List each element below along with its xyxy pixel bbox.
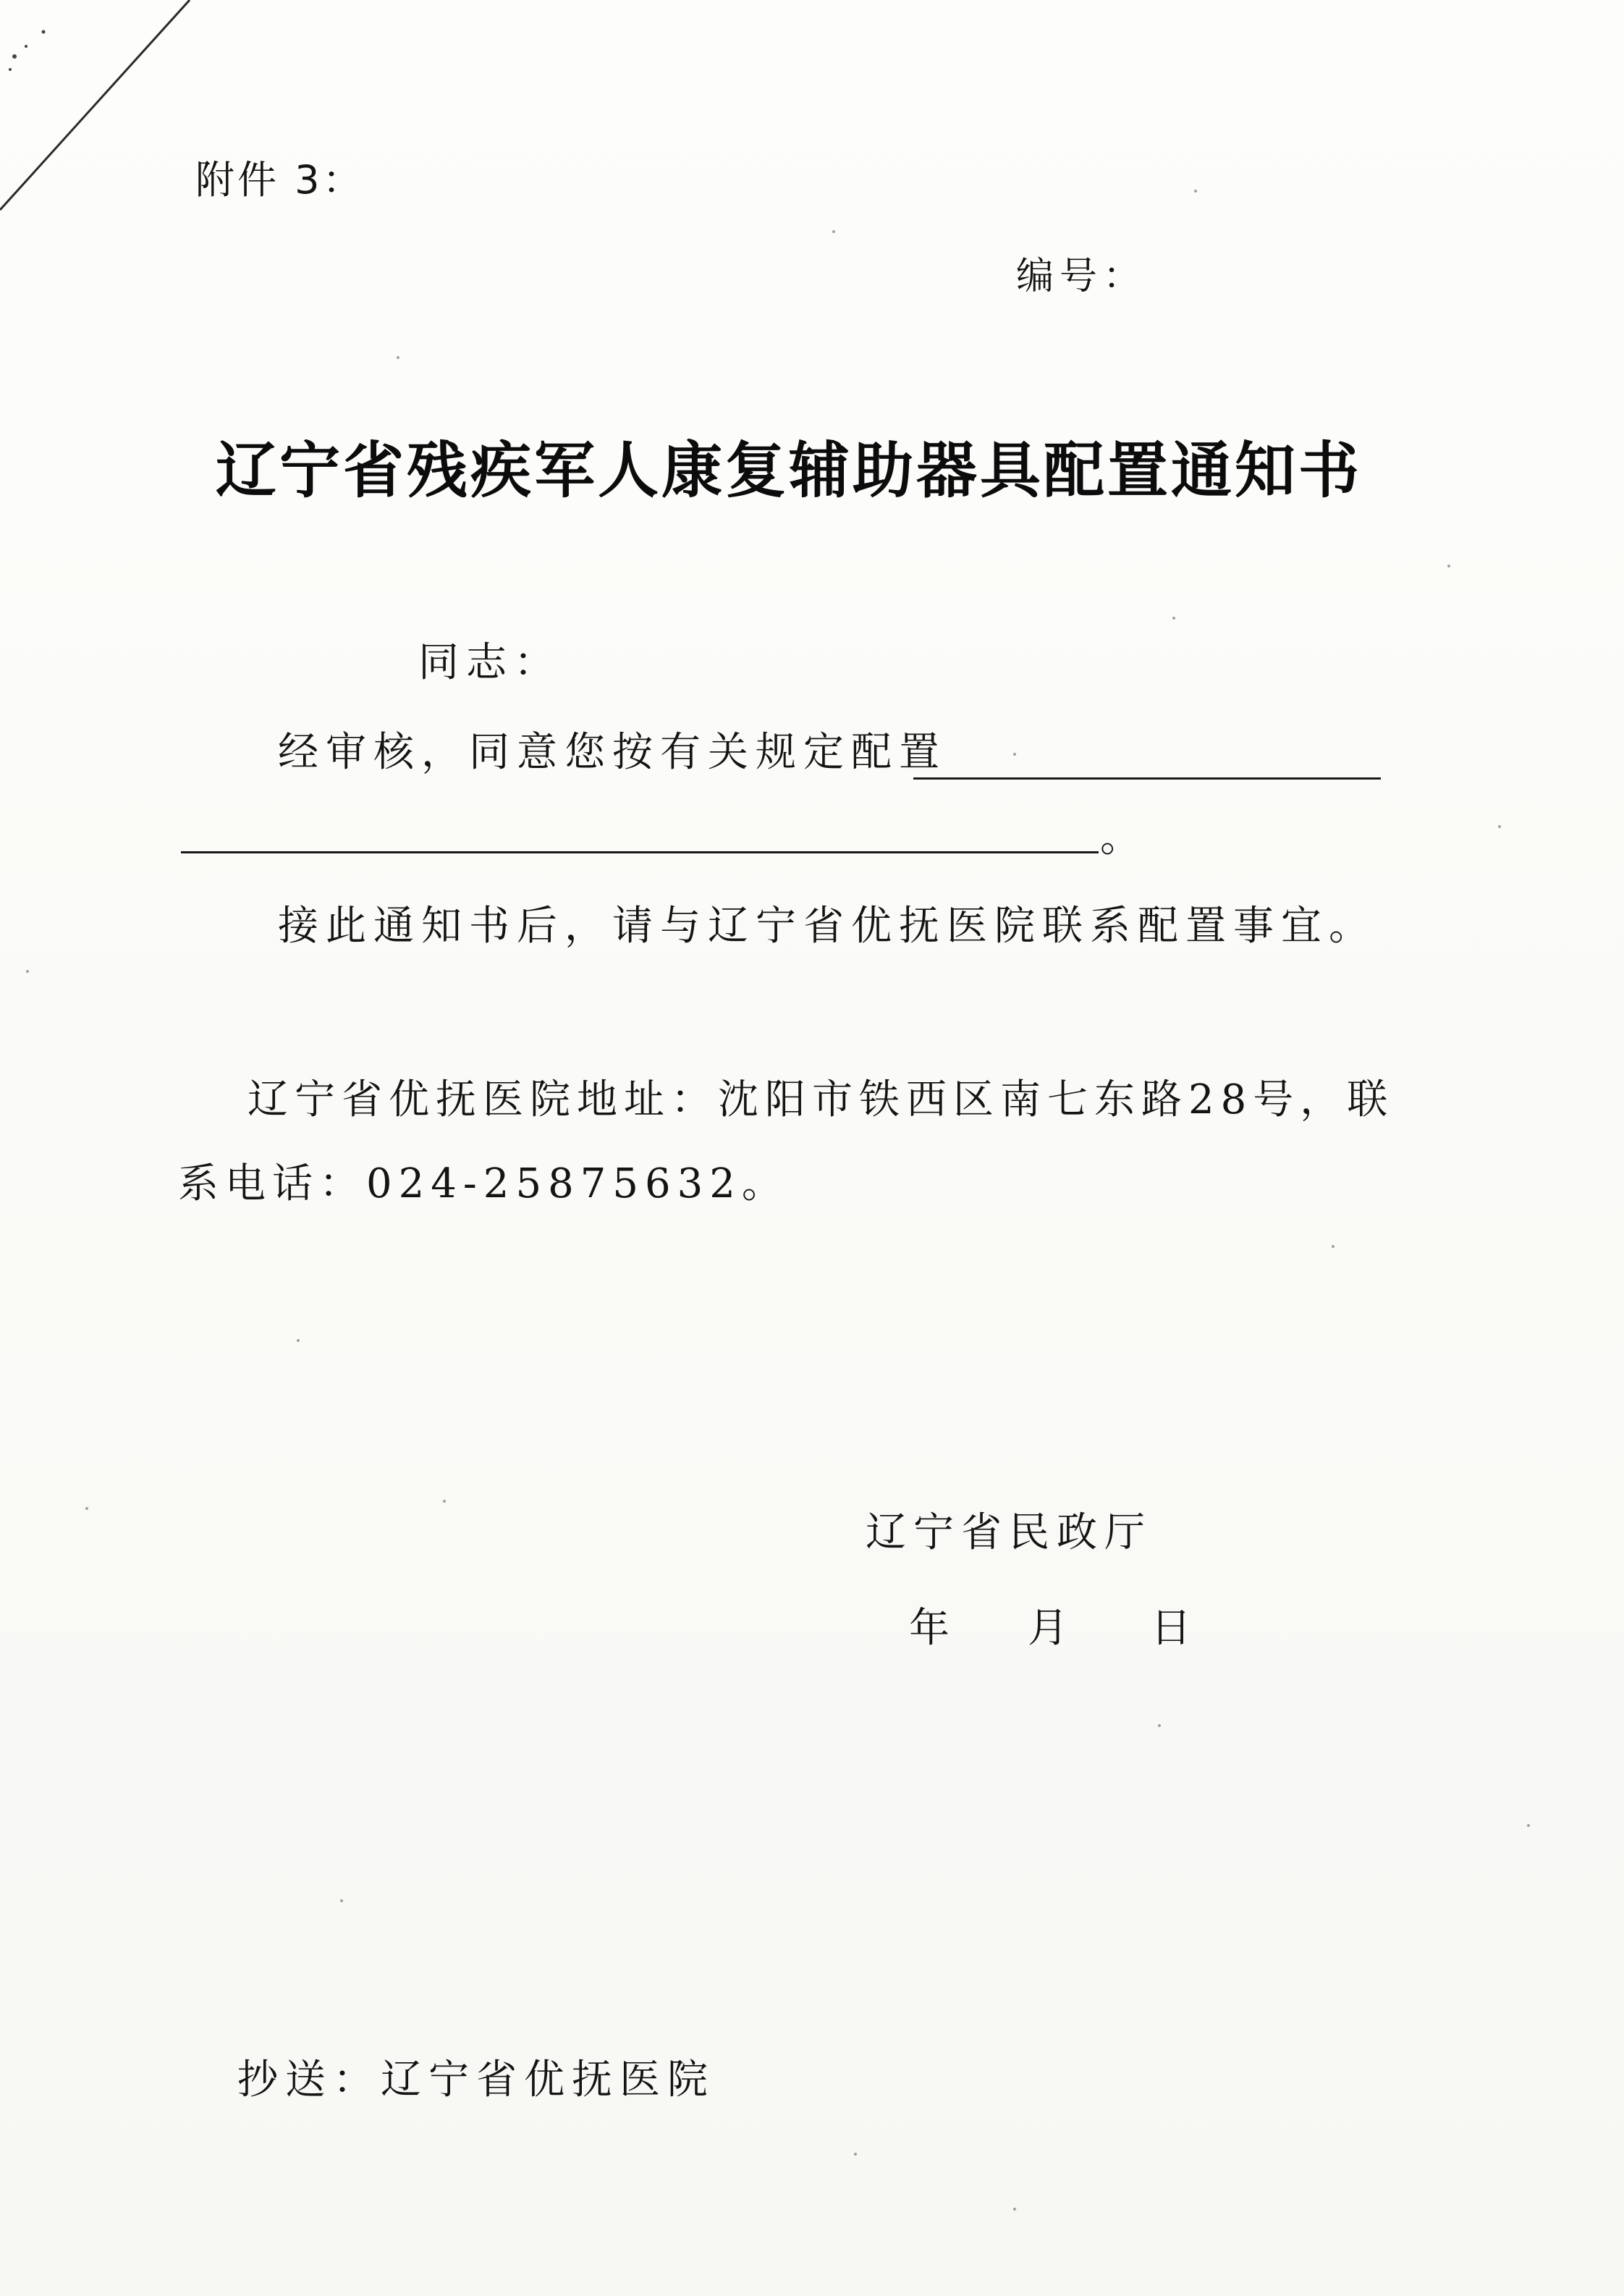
hospital-phone: 系电话：024-25875632。 xyxy=(178,1160,789,1207)
scan-speck xyxy=(1447,565,1450,567)
scan-speck xyxy=(340,1899,343,1902)
scan-fold-mark xyxy=(0,0,217,217)
scan-speck xyxy=(832,230,835,233)
carbon-copy: 抄送：辽宁省优抚医院 xyxy=(237,2056,715,2103)
fill-in-blank-line xyxy=(181,851,1099,853)
fill-in-blank-line xyxy=(913,777,1381,780)
scan-speck xyxy=(1158,1724,1161,1727)
hospital-address: 辽宁省优抚医院地址：沈阳市铁西区南七东路28号，联 xyxy=(248,1076,1395,1123)
scan-speck xyxy=(1527,1824,1530,1827)
scan-speck xyxy=(1498,825,1501,828)
date-year: 年 xyxy=(909,1605,957,1652)
salutation: 同志： xyxy=(418,639,562,686)
date-month: 月 xyxy=(1028,1605,1075,1652)
scan-speck xyxy=(397,356,399,359)
scan-speck xyxy=(1194,190,1197,193)
scan-speck xyxy=(1013,753,1016,756)
issuing-authority: 辽宁省民政厅 xyxy=(866,1509,1152,1556)
scan-speck xyxy=(854,2153,857,2156)
scan-speck xyxy=(26,970,29,973)
scan-speck xyxy=(1332,1245,1335,1248)
scan-speck xyxy=(1013,2208,1016,2211)
scan-speck xyxy=(297,1339,300,1342)
attachment-label: 附件 3： xyxy=(195,157,365,203)
date-day: 日 xyxy=(1151,1605,1198,1652)
scan-speck xyxy=(1172,617,1175,620)
approval-text: 经审核，同意您按有关规定配置 xyxy=(278,729,947,776)
approval-period: 。 xyxy=(1100,814,1141,861)
serial-number-label: 编号： xyxy=(1016,255,1147,298)
document-title: 辽宁省残疾军人康复辅助器具配置通知书 xyxy=(216,434,1363,506)
contact-instruction: 接此通知书后，请与辽宁省优抚医院联系配置事宜。 xyxy=(278,903,1376,950)
scan-speck xyxy=(85,1507,88,1510)
scan-speck xyxy=(443,1500,446,1503)
